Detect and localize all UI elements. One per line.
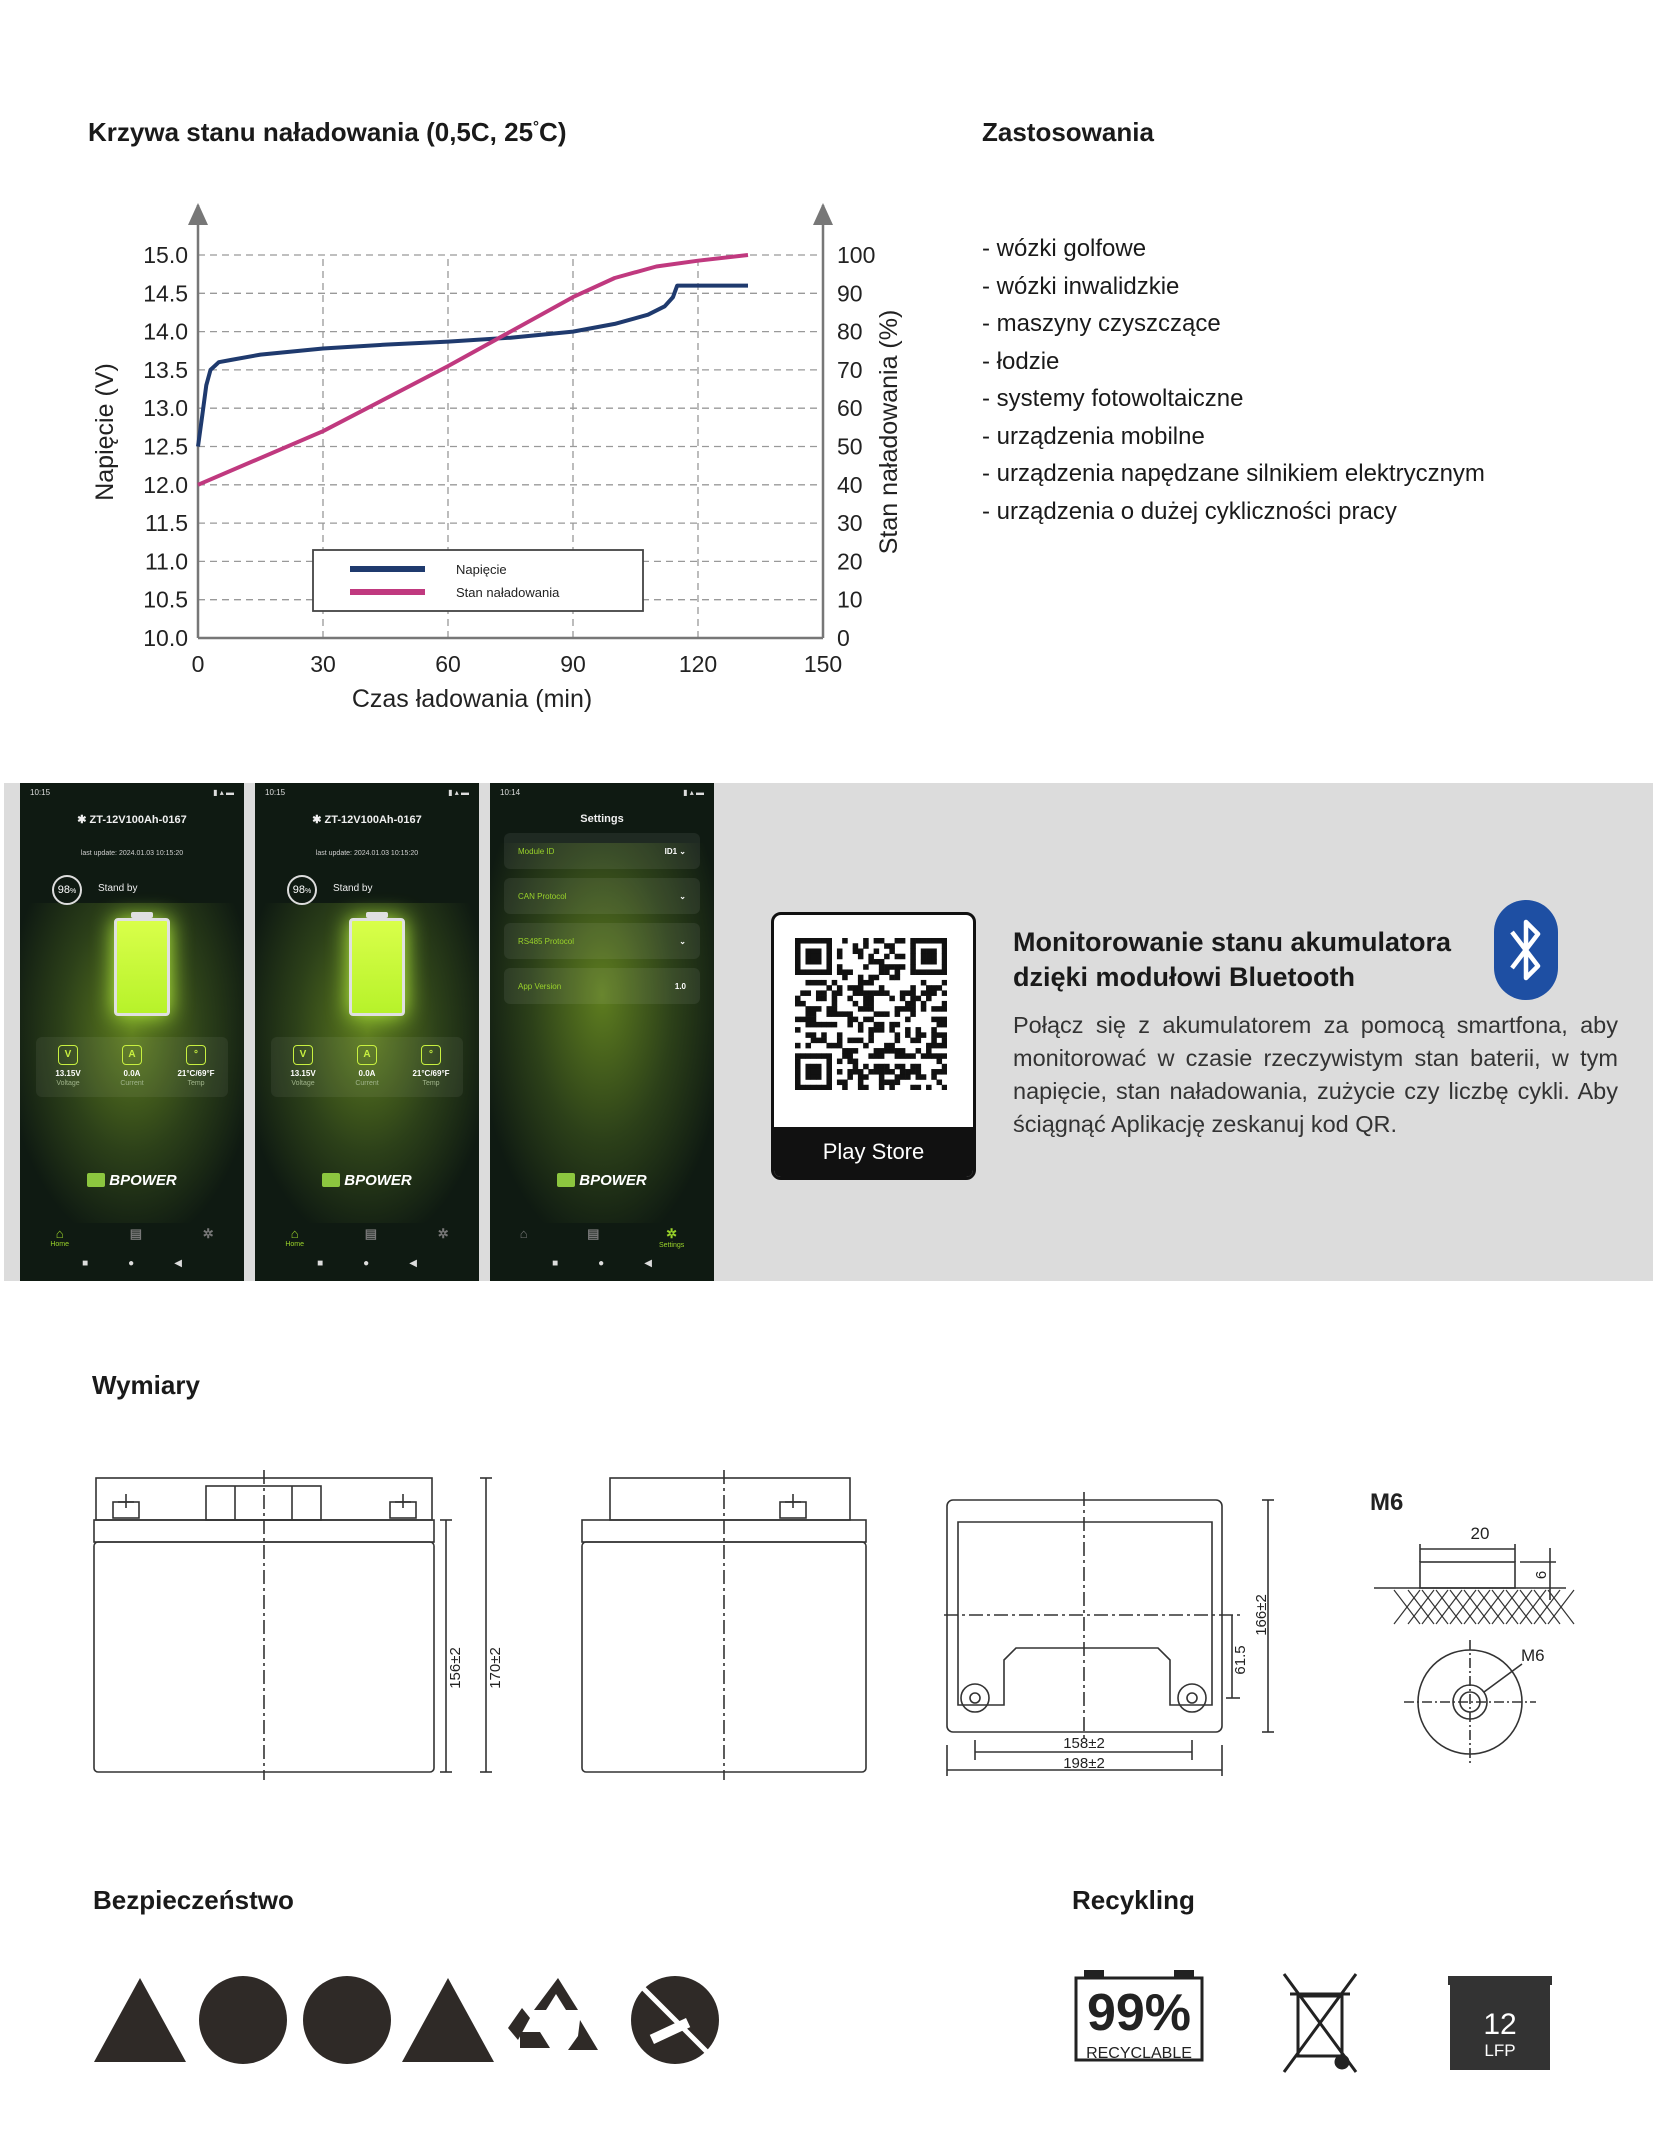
gear-icon: ✲	[202, 1226, 214, 1241]
current-icon: A	[122, 1045, 142, 1065]
list-item: - systemy fotowoltaiczne	[982, 380, 1485, 418]
battery-12-lfp-icon	[1448, 1976, 1552, 2070]
mandatory-circle-icon	[199, 1976, 287, 2064]
home-icon: ⌂	[519, 1226, 528, 1241]
y-tick-label: 15.0	[143, 242, 188, 268]
y-tick-label: 14.5	[143, 280, 188, 307]
qr-code-card[interactable]	[771, 912, 976, 1180]
y2-tick-label: 10	[837, 586, 863, 613]
y-axis-label: Napięcie (V)	[91, 363, 119, 501]
dim-terminal-height: 6	[1533, 1570, 1550, 1580]
temperature-icon: °	[421, 1045, 441, 1065]
home-icon: ⌂	[290, 1226, 299, 1241]
logo: BPOWER	[255, 1172, 479, 1189]
list-item: - maszyny czyszczące	[982, 305, 1485, 343]
settings-row: App Version 1.0	[504, 968, 700, 1004]
dim-terminal-span: 158±2	[1063, 1735, 1105, 1752]
y-tick-label: 11.0	[144, 548, 188, 575]
dim-height-inner: 156±2	[447, 1647, 464, 1689]
x-tick-label: 120	[678, 651, 718, 677]
series-line-soc	[198, 255, 748, 485]
dimension-drawings	[0, 1440, 1653, 1810]
y2-tick-label: 70	[837, 356, 863, 383]
list-item: - łodzie	[982, 343, 1485, 381]
legend-voltage-label: Napięcie	[456, 562, 507, 577]
front-view-drawing	[94, 1470, 492, 1780]
list-item: - urządzenia o dużej cykliczności pracy	[982, 493, 1485, 531]
x-axis-label: Czas ładowania (min)	[351, 685, 593, 713]
y2-tick-label: 40	[837, 471, 863, 498]
y2-tick-label: 50	[837, 433, 863, 460]
bluetooth-icon: ✱	[77, 814, 90, 826]
settings-row: Module ID ID1 ⌄	[504, 833, 700, 869]
mandatory-circle-icon	[303, 1976, 391, 2064]
warning-triangle-icon	[402, 1978, 494, 2062]
y2-tick-label: 20	[837, 548, 863, 575]
gear-icon: ✲	[437, 1226, 449, 1241]
dim-height-total: 170±2	[487, 1647, 504, 1689]
phone-screenshot-settings: 10:14 ▮ ▴ ▬ Settings Module ID ID1 ⌄ CAN Protocol ⌄ RS485 Protocol ⌄ App Version 1.0 BPOWER ⌂ ▤ ✲ Settings ■ ● ◀	[490, 783, 714, 1281]
voltage-icon: V	[58, 1045, 78, 1065]
list-item: - wózki inwalidzkie	[982, 268, 1485, 306]
svg-text:RECYCLABLE: RECYCLABLE	[1086, 2045, 1192, 2062]
list-icon: ▤	[129, 1226, 143, 1241]
y2-axis-arrow	[813, 203, 833, 225]
phone-screenshot-home-1: 10:15 ▮ ▴ ▬ ✱ ZT-12V100Ah-0167 last update: 2024.01.03 10:15:20 98% Stand by V 13.15V Voltage A 0.0A Current ° 21°C/69°F Temp BPOWER ⌂ Home ▤ ✲ ■ ● ◀	[20, 783, 244, 1281]
gear-icon: ✲	[666, 1226, 678, 1241]
logo: BPOWER	[490, 1172, 714, 1189]
settings-row: RS485 Protocol ⌄	[504, 923, 700, 959]
phone-screenshot-home-2: 10:15 ▮ ▴ ▬ ✱ ZT-12V100Ah-0167 last update: 2024.01.03 10:15:20 98% Stand by V 13.15V Voltage A 0.0A Current ° 21°C/69°F Temp BPOWER ⌂ Home ▤ ✲ ■ ● ◀	[255, 783, 479, 1281]
settings-row: CAN Protocol ⌄	[504, 878, 700, 914]
y-tick-label: 12.5	[143, 433, 188, 460]
bluetooth-icon: ✱	[312, 814, 325, 826]
y-tick-label: 14.0	[143, 318, 188, 345]
recycling-title: Recykling	[1072, 1885, 1195, 1915]
dim-top-depth: 166±2	[1253, 1594, 1270, 1636]
logo: BPOWER	[20, 1172, 244, 1189]
battery-icon	[349, 918, 405, 1016]
list-item: - wózki golfowe	[982, 230, 1485, 268]
bluetooth-icon	[1494, 900, 1558, 1000]
y2-tick-label: 100	[837, 242, 876, 268]
side-view-drawing	[582, 1470, 866, 1780]
y2-axis-label: Stan naładowania (%)	[875, 309, 903, 555]
applications-title: Zastosowania	[982, 117, 1154, 147]
bluetooth-description: Połącz się z akumulatorem za pomocą smartfona, aby monitorować w czasie rzeczywistym stan baterii, w tym napięcie, stan naładowania, zużycie czy liczbę cykli. Aby ściągnąć Aplikację zeskanuj kod QR.	[1013, 1012, 1618, 1137]
warning-triangle-icon	[94, 1978, 186, 2062]
x-tick-label: 60	[435, 651, 461, 677]
y-axis-arrow	[188, 203, 208, 225]
y2-tick-label: 90	[837, 280, 863, 307]
play-store-label: Play Store	[774, 1127, 973, 1177]
dim-terminal-width: 20	[1470, 1524, 1490, 1543]
y2-tick-label: 30	[837, 510, 863, 537]
battery-icon	[114, 918, 170, 1016]
current-icon: A	[357, 1045, 377, 1065]
safety-icons	[90, 1970, 730, 2080]
y-tick-label: 11.5	[144, 510, 188, 537]
top-view-drawing	[944, 1492, 1274, 1776]
list-item: - urządzenia mobilne	[982, 418, 1485, 456]
recycling-icons	[1070, 1968, 1570, 2080]
recyclable-99-icon	[1076, 1970, 1202, 2062]
y-tick-label: 12.0	[143, 471, 188, 498]
y2-tick-label: 60	[837, 395, 863, 422]
y2-tick-label: 80	[837, 318, 863, 345]
crossed-bin-icon	[1284, 1974, 1356, 2072]
terminal-title: M6	[1370, 1489, 1404, 1516]
chart-legend	[313, 550, 643, 611]
legend-soc-label: Stan naładowania	[456, 585, 560, 600]
x-tick-label: 0	[191, 651, 205, 677]
qr-code	[795, 938, 947, 1090]
ground-hatch	[1394, 1590, 1574, 1624]
svg-text:99%: 99%	[1086, 1984, 1192, 2042]
bluetooth-title: Monitorowanie stanu akumulatora dzięki modułowi Bluetooth	[1013, 927, 1452, 992]
dim-terminal-offset: 61.5	[1232, 1645, 1249, 1675]
charge-curve-chart	[80, 190, 920, 730]
safety-title: Bezpieczeństwo	[93, 1885, 294, 1915]
list-icon: ▤	[587, 1226, 600, 1241]
voltage-icon: V	[293, 1045, 313, 1065]
applications-list	[982, 230, 1485, 530]
temperature-icon: °	[186, 1045, 206, 1065]
home-icon: ⌂	[55, 1226, 64, 1241]
soc-badge: 98%	[287, 875, 317, 905]
dim-total-length: 198±2	[1063, 1755, 1105, 1772]
dim-terminal-label: M6	[1521, 1646, 1545, 1665]
list-item: - urządzenia napędzane silnikiem elektrycznym	[982, 455, 1485, 493]
y2-tick-label: 0	[837, 625, 850, 651]
dimensions-title: Wymiary	[92, 1370, 200, 1400]
y-tick-label: 10.5	[143, 586, 188, 613]
list-icon: ▤	[364, 1226, 378, 1241]
y-tick-label: 13.0	[143, 395, 188, 422]
recycle-icon	[508, 1978, 598, 2050]
y-tick-label: 10.0	[143, 625, 188, 651]
x-tick-label: 150	[803, 651, 843, 677]
soc-badge: 98%	[52, 875, 82, 905]
series-line-voltage	[198, 286, 748, 447]
y-tick-label: 13.5	[143, 356, 188, 383]
svg-text:12: 12	[1483, 2008, 1517, 2041]
no-disposal-icon	[631, 1976, 719, 2064]
x-tick-label: 30	[310, 651, 336, 677]
chart-title: Krzywa stanu naładowania (0,5C, 25°C)	[88, 117, 567, 147]
svg-text:LFP: LFP	[1484, 2041, 1516, 2060]
x-tick-label: 90	[560, 651, 586, 677]
